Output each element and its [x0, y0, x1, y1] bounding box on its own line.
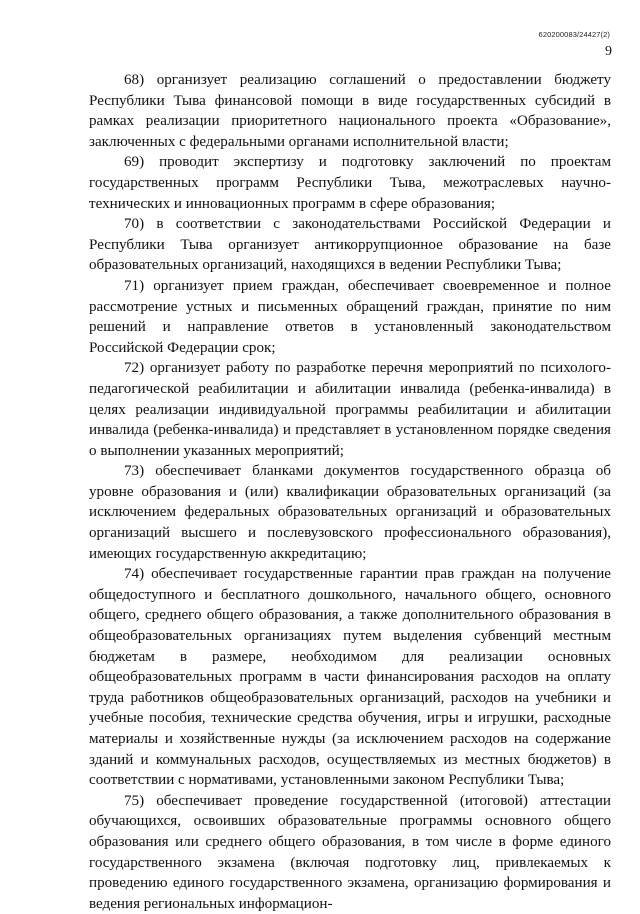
paragraph-item-74: 74) обеспечивает государственные гарантии прав граждан на получение общедоступного и бесплатного дошкольного, начального общего, основного общего, среднего общего образования, а также дополнительного образования в общеобразовательных организациях путем выделения субвенций местным бюджетам в размере, необходимом для реализации основных общеобразовательных программ в части финансирования расходов на оплату труда работников общеобразовательных организаций, расходов на учебники и учебные пособия, технические средства обучения, игры и игрушки, расходные материалы и хозяйственные нужды (за исключением расходов на содержание зданий и коммунальных расходов, осуществляемых из местных бюджетов) в соответствии с нормативами, установленными законом Республики Тыва; [89, 566, 611, 789]
paragraph-item-73: 73) обеспечивает бланками документов государственного образца об уровне образования и (или) квалификации образовательных организаций (за исключением федеральных образовательных организаций и образовательных организаций высшего и послевузовского профессионального образования), имеющих государственную аккредитацию; [89, 463, 611, 562]
paragraph-item-71: 71) организует прием граждан, обеспечивает своевременное и полное рассмотрение устных и письменных обращений граждан, принятие по ним решений и направление ответов в установленный законодательством Российской Федерации срок; [89, 277, 611, 356]
document-body [89, 70, 611, 914]
paragraph-item-69: 69) проводит экспертизу и подготовку заключений по проектам государственных программ Республики Тыва, межотраслевых научно-технических и инновационных программ в сфере образования; [89, 154, 611, 212]
document-code: 620200083/24427(2) [538, 30, 610, 39]
paragraph-item-70: 70) в соответствии с законодательствами Российской Федерации и Республики Тыва организует антикоррупционное образование на базе образовательных организаций, находящихся в ведении Республики Тыва; [89, 216, 611, 274]
paragraph-item-72: 72) организует работу по разработке перечня мероприятий по психолого-педагогической реабилитации и абилитации инвалида (ребенка-инвалида) в целях реализации индивидуальной программы реабилитации и абилитации инвалида (ребенка-инвалида) и представляет в установленном порядке сведения о выполнении указанных мероприятий; [89, 360, 611, 459]
paragraph-item-75: 75) обеспечивает проведение государственной (итоговой) аттестации обучающихся, освоивших образовательные программы основного общего образования или среднего общего образования, в том числе в форме единого государственного экзамена (включая подготовку лиц, привлекаемых к проведению единого государственного экзамена, организацию формирования и ведения региональных информацион- [89, 792, 611, 912]
page-number: 9 [605, 44, 612, 59]
paragraph-item-68: 68) организует реализацию соглашений о предоставлении бюджету Республики Тыва финансовой помощи в виде государственных субсидий в рамках реализации приоритетного национального проекта «Образование», заключенных с федеральными органами исполнительной власти; [89, 72, 611, 150]
